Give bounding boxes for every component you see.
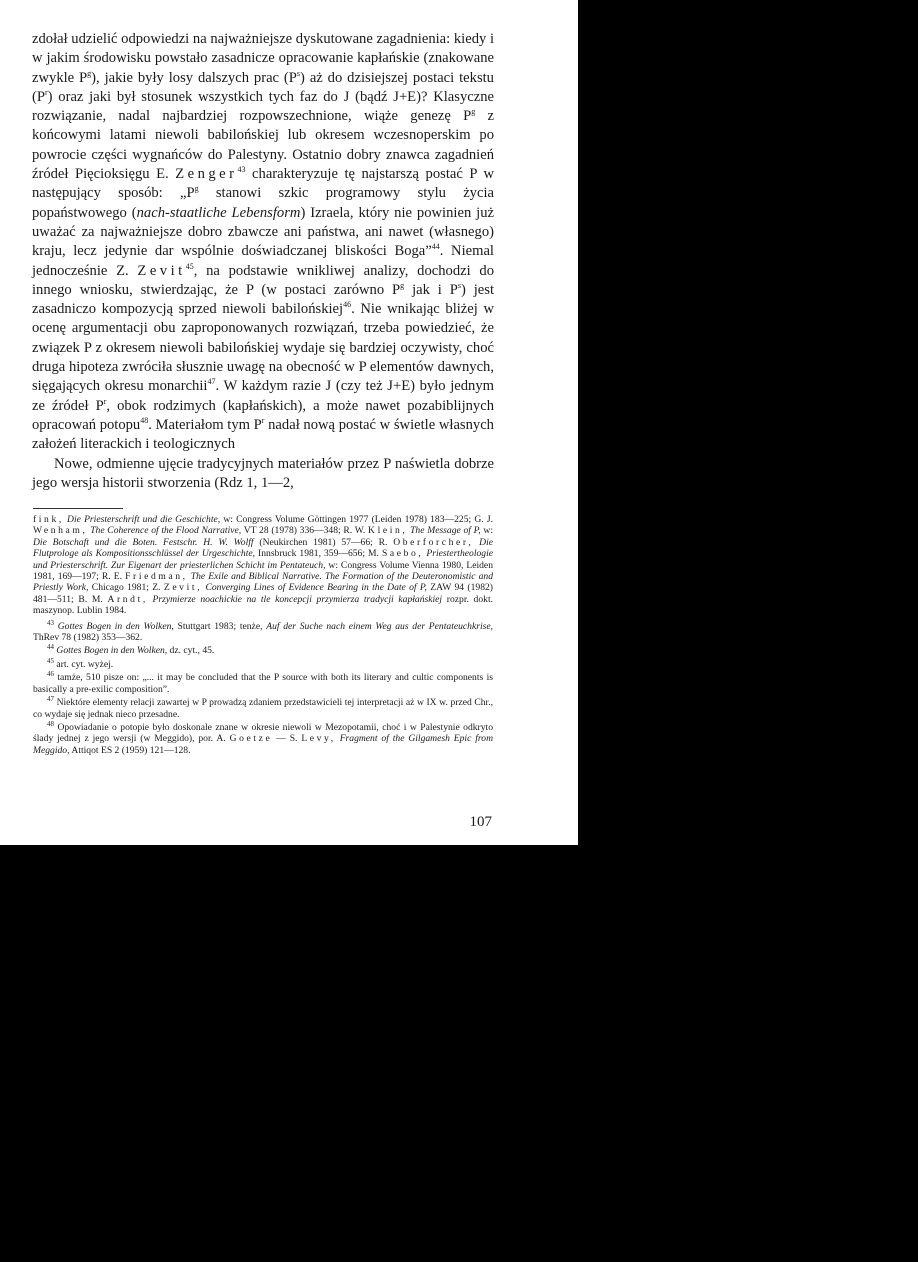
footnote-48: $^{48}$ Opowiadanie o potopie było doskonale znane w okresie niewoli w Mezopotamii, choć i w Palestynie odkryto ślady jednej z jego wersji (w Meggido), por. A. Goetze — S. Levy, Fragment of the Gilgamesh Epic from Meggido, Attiqot ES 2 (1959) 121—128.: [33, 719, 493, 756]
main-text: [32, 30, 494, 493]
paragraph-1: zdołał udzielić odpowiedzi na najważniejsze dyskutowane zagadnienia: kiedy i w jakim środowisku powstało zasadnicze opracowanie kapłańskie (znakowane zwykle $P^g$), jakie były losy dalszych prac $(P^s)$ aż do dzisiejszej postaci tekstu $(P^r)$ oraz jaki był stosunek wszystkich tych faz do J (bądź J+E)? Klasyczne rozwiązanie, nadal najbardziej rozpowszechnione, wiąże genezę $P^g$ z końcowymi latami niewoli babilońskiej lub okresem wczesnoperskim po powrocie części wygnańców do Palestyny. Ostatnio dobry znawca zagadnień źródeł Pięcioksięgu E. Zenger$^{43}$ charakteryzuje tę najstarszą postać P w następujący sposób: $„P^g$ stanowi szkic programowy stylu życia popaństwowego (nach-staatliche Lebensform) Izraela, który nie powinien już uważać za najważniejsze dobro zbawcze ani państwa, ani nawet (własnego) kraju, lecz jedynie dar wspólnie doświadczanej bliskości Boga”$^{44}$. Niemal jednocześnie Z. Zevit$^{45}$, na podstawie wnikliwej analizy, dochodzi do innego wniosku, stwierdzając, że P (w postaci zarówno $P^g$ jak i $P^s$) jest zasadniczo kompozycją sprzed niewoli babilońskiej$^{46}$. Nie wnikając bliżej w ocenę argumentacji obu zaproponowanych rozwiązań, trzeba powiedzieć, że związek P z okresem niewoli babilońskiej wydaje się bardziej oczywisty, choć druga hipoteza zwróciła słusznie uwagę na obecność w P elementów dawnych, sięgających okresu monarchii$^{47}$. W każdym razie J (czy też J+E) było jednym ze źródeł $P^r$, obok rodzimych (kapłańskich), a może nawet pozabiblijnych opracowań potopu$^{48}$. Materiałom tym $P^r$ nadał nową postać w świetle własnych założeń literackich i teologicznych: [32, 31, 495, 453]
footnote-ref-45: 45: [185, 261, 194, 271]
footnote-45: $^{45}$ art. cyt. wyżej.: [47, 656, 114, 670]
footnote-rule: [33, 508, 123, 509]
footnote-ref-43: 43: [237, 165, 246, 175]
footnote-43: $^{43}$ Gottes Bogen in den Wolken, Stuttgart 1983; tenże, Auf der Suche nach einem Weg aus der Pentateuchkrise, ThRev 78 (1982) 353—362.: [33, 618, 494, 644]
paragraph-2: Nowe, odmienne ujęcie tradycyjnych materiałów przez P naświetla dobrze jego wersja historii stworzenia (Rdz 1, 1—2,: [32, 455, 494, 491]
page-number: 107: [469, 814, 492, 830]
footnote-ref-47: 47: [207, 377, 216, 387]
footnote-ref-44: 44: [431, 242, 440, 252]
footnote-47: $^{47}$ Niektóre elementy relacji zawartej w P prowadzą zdaniem przedstawicieli tej interpretacji aż w IX w. przed Chr., co wydaje się jednak nieco przesadne.: [33, 694, 493, 720]
author-zenger: Zenger: [175, 166, 238, 183]
footnote-44: $^{44}$ Gottes Bogen in den Wolken, dz. cyt., 45.: [47, 643, 215, 657]
footnote-ref-48: 48: [140, 416, 149, 426]
footnotes: [33, 514, 493, 758]
author-zevit: Zevit: [137, 262, 186, 279]
footnote-continuation: fink, Die Priesterschrift und die Geschichte, w: Congress Volume Göttingen 1977 (Leiden 1978) 183—225; G. J. Wenham, The Coherence of the Flood Narrative, VT 28 (1978) 336—348; R. W. Klein, The Message of P, w: Die Botschaft und die Boten. Festschr. H. W. Wolff (Neukirchen 1981) 57—66; R. Oberforcher, Die Flutprologe als Kompositionsschlüssel der Urgeschichte, Innsbruck 1981, 359—656; M. Saebo, Priestertheologie und Priesterschrift. Zur Eigenart der priesterlichen Schicht im Pentateuch, w: Congress Volume Vienna 1980, Leiden 1981, 169—197; R. E. Friedman, The Exile and Biblical Narrative. The Formation of the Deuteronomistic and Priestly Work, Chicago 1981; Z. Zevit, Converging Lines of Evidence Bearing in the Date of P, ZAW 94 (1982) 481—511; B. M. Arndt, Przymierze noachickie na tle koncepcji przymierza tradycji kapłańskiej rozpr. dokt. maszynop. Lublin 1984.: [33, 514, 494, 617]
footnote-ref-46: 46: [343, 300, 352, 310]
footnote-46: $^{46}$ tamże, 510 pisze on: „... it may be concluded that the P source with both its literary and cultic components is basically a pre-exilic composition”.: [33, 670, 493, 695]
book-page: [0, 0, 578, 845]
